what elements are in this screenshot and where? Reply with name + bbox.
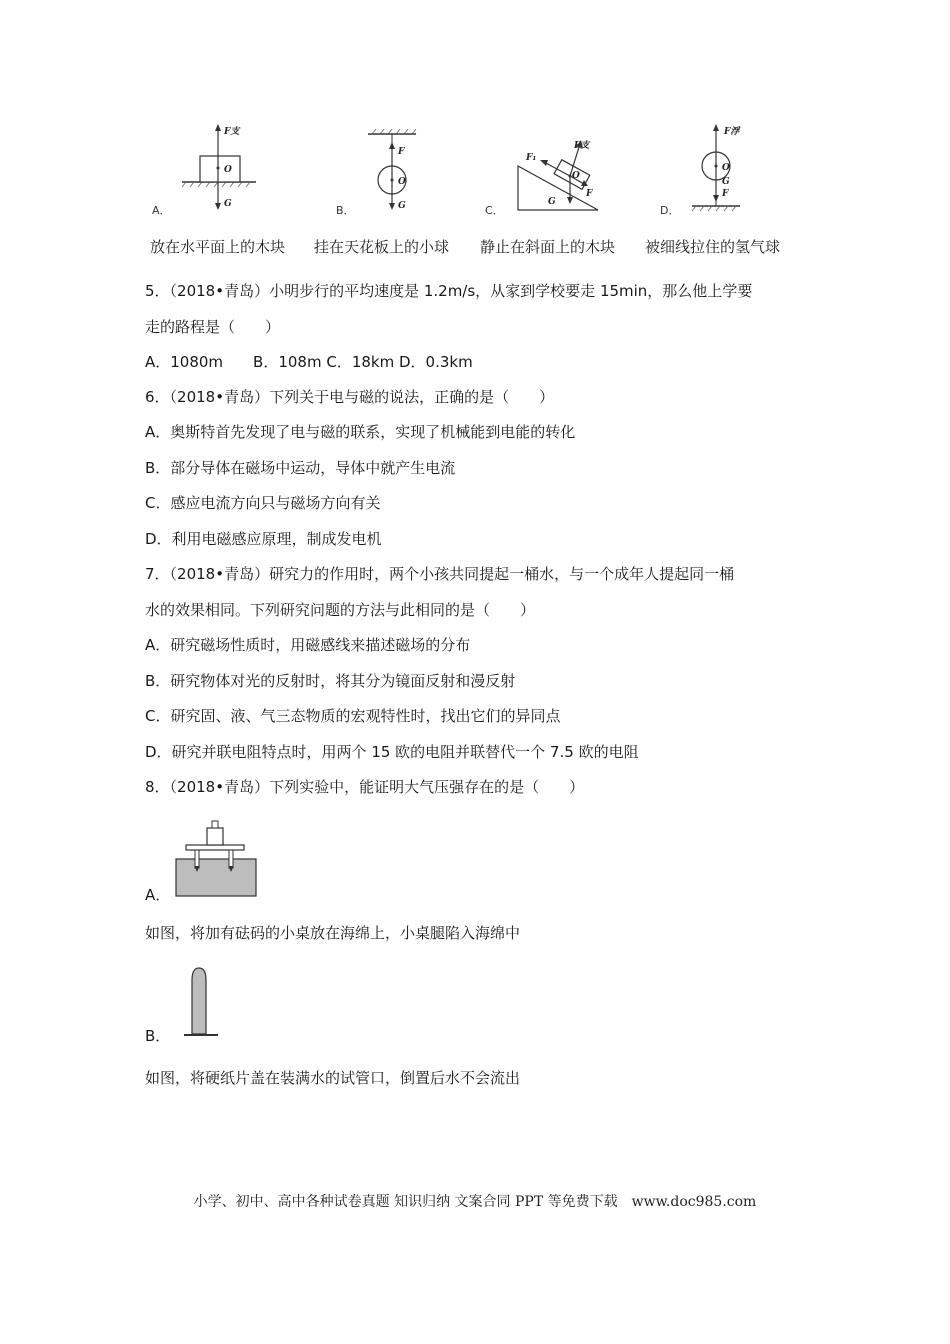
q7-option-d: D．研究并联电阻特点时，用两个 15 欧的电阻并联替代一个 7.5 欧的电阻 (145, 743, 639, 761)
q5-options: A．1080m B．108m C．18km D．0.3km (145, 353, 473, 371)
q6-option-a: A．奥斯特首先发现了电与磁的联系，实现了机械能到电能的转化 (145, 423, 576, 441)
figure-c-letter: C． (485, 204, 504, 217)
figure-d-tethered-balloon (660, 124, 741, 217)
q8-option-b-letter: B． (145, 1027, 171, 1045)
q6-option-d: D．利用电磁感应原理，制成发电机 (145, 530, 382, 548)
figure-d-label-f: F (722, 189, 729, 199)
q7-option-b: B．研究物体对光的反射时，将其分为镜面反射和漫反射 (145, 672, 516, 690)
figure-d-caption: 被细线拉住的氢气球 (645, 238, 781, 256)
page-footer: 小学、初中、高中各种试卷真题 知识归纳 文案合同 PPT 等免费下载 www.doc985.com (193, 1194, 757, 1210)
q6-option-c: C．感应电流方向只与磁场方向有关 (145, 494, 381, 512)
figure-d-label-o: O (722, 163, 730, 173)
q8-option-b-text: 如图，将硬纸片盖在装满水的试管口，倒置后水不会流出 (145, 1069, 521, 1087)
q7-option-c: C．研究固、液、气三态物质的宏观特性时，找出它们的异同点 (145, 707, 561, 725)
figure-a-label-g: G (224, 199, 232, 209)
figure-c-label-fsupport: F支 (574, 141, 590, 151)
figure-c-label-f1: F₁ (526, 153, 537, 163)
q6-stem: 6．（2018•青岛）下列关于电与磁的说法，正确的是（ ） (145, 388, 555, 406)
figure-a-block-on-surface (152, 124, 256, 217)
figure-b-hanging-ball (336, 129, 416, 217)
q8-option-a-text: 如图，将加有砝码的小桌放在海绵上，小桌腿陷入海绵中 (145, 924, 521, 942)
figure-b-caption: 挂在天花板上的小球 (314, 238, 450, 256)
q7-option-a: A．研究磁场性质时，用磁感线来描述磁场的分布 (145, 636, 471, 654)
force-diagrams-row (140, 118, 820, 228)
q5-stem-line-1: 5．（2018•青岛）小明步行的平均速度是 1.2m/s，从家到学校要走 15min，那么他上学要 (145, 282, 753, 300)
q8-option-b-figure-test-tube (180, 964, 230, 1040)
figure-d-label-g: G (722, 177, 730, 187)
figure-c-label-g: G (548, 197, 556, 207)
figure-b-label-f: F (398, 147, 405, 157)
figure-d-label-fbuoyant: F浮 (724, 127, 740, 137)
q7-stem-line-1: 7．（2018•青岛）研究力的作用时，两个小孩共同提起一桶水，与一个成年人提起同一桶 (145, 565, 735, 583)
figure-b-letter: B． (336, 204, 355, 217)
figure-b-label-o: O (398, 177, 406, 187)
figure-c-label-f: F (586, 189, 593, 199)
q6-option-b: B．部分导体在磁场中运动，导体中就产生电流 (145, 459, 456, 477)
figure-a-label-fsupport: F支 (224, 127, 240, 137)
figure-b-label-g: G (398, 201, 406, 211)
figure-a-caption: 放在水平面上的木块 (150, 238, 286, 256)
q7-stem-line-2: 水的效果相同。下列研究问题的方法与此相同的是（ ） (145, 601, 536, 619)
figure-a-label-o: O (224, 165, 232, 175)
figure-d-letter: D． (660, 204, 680, 217)
q5-stem-line-2: 走的路程是（ ） (145, 318, 281, 336)
q8-option-a-figure-table-on-sponge (170, 818, 265, 898)
figure-c-caption: 静止在斜面上的木块 (480, 238, 616, 256)
figure-a-letter: A． (152, 204, 171, 217)
q8-stem: 8．（2018•青岛）下列实验中，能证明大气压强存在的是（ ） (145, 778, 585, 796)
q8-option-a-letter: A． (145, 886, 171, 904)
figure-c-label-o: O (572, 171, 580, 181)
figure-c-block-on-incline (485, 140, 598, 217)
